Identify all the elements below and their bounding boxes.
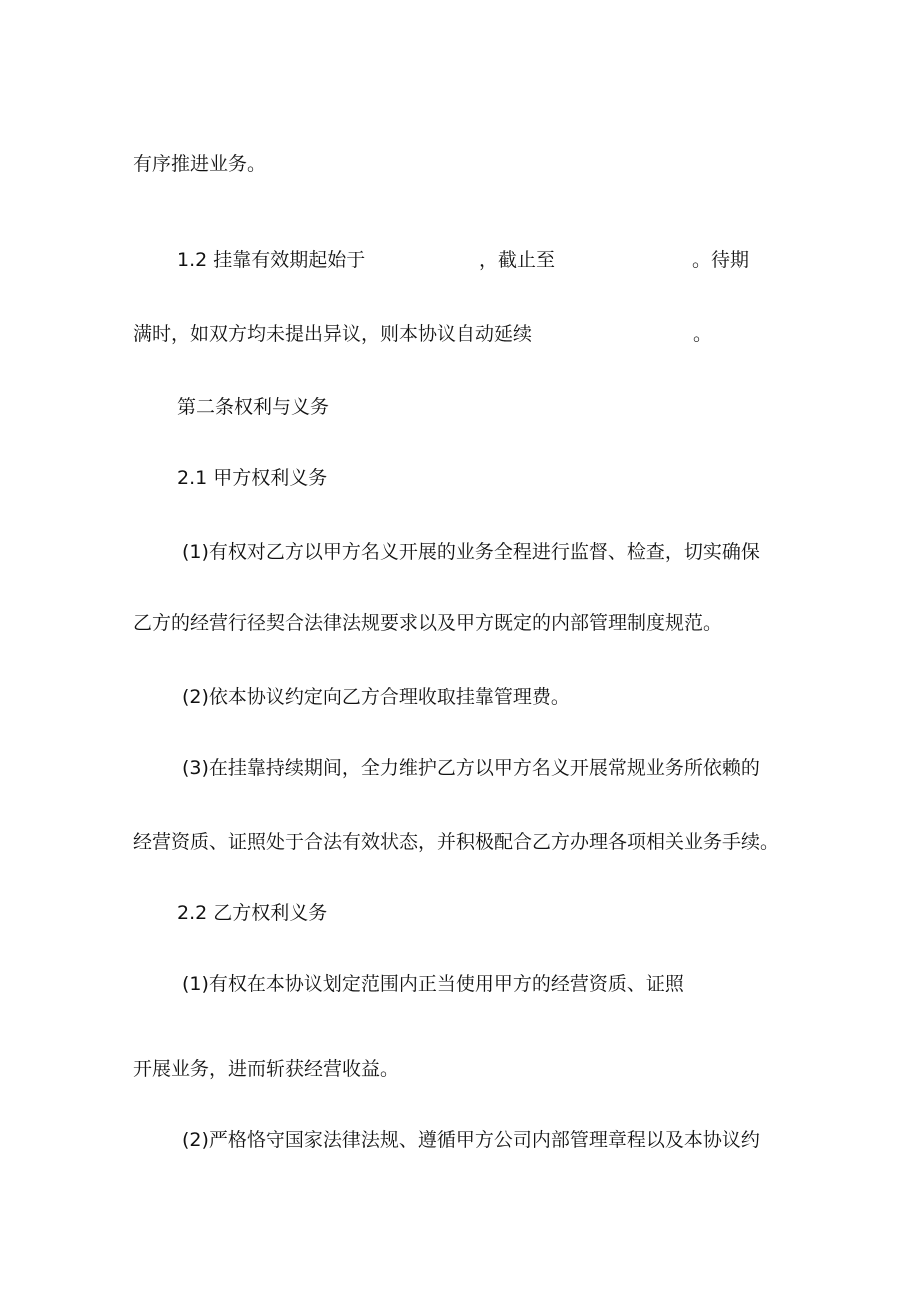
- paragraph-line: (2)依本协议约定向乙方合理收取挂靠管理费。: [182, 686, 570, 708]
- paragraph-line: (3)在挂靠持续期间，全力维护乙方以甲方名义开展常规业务所依赖的: [182, 757, 760, 779]
- validity-period-line: [177, 246, 777, 274]
- paragraph-line: 有序推进业务。: [133, 153, 267, 175]
- subsection-heading: 2.1 甲方权利义务: [177, 467, 328, 489]
- renewal-line: [133, 320, 753, 348]
- subsection-heading: 2.2 乙方权利义务: [177, 902, 328, 924]
- paragraph-line: 经营资质、证照处于合法有效状态，并积极配合乙方办理各项相关业务手续。: [133, 831, 780, 853]
- validity-end-text: ，截止至: [479, 249, 556, 271]
- paragraph-line: 乙方的经营行径契合法律法规要求以及甲方既定的内部管理制度规范。: [133, 612, 723, 634]
- paragraph-line: (1)有权对乙方以甲方名义开展的业务全程进行监督、检查，切实确保: [182, 541, 760, 563]
- validity-start-text: 1.2 挂靠有效期起始于: [177, 249, 366, 271]
- paragraph-line: (1)有权在本协议划定范围内正当使用甲方的经营资质、证照: [182, 973, 684, 995]
- paragraph-line: 开展业务，进而斩获经营收益。: [133, 1058, 400, 1080]
- paragraph-line: (2)严格恪守国家法律法规、遵循甲方公司内部管理章程以及本协议约: [182, 1129, 760, 1151]
- section-heading: 第二条权利与义务: [177, 396, 330, 418]
- renewal-period-end: 。: [693, 323, 713, 345]
- renewal-text: 满时，如双方均未提出异议，则本协议自动延续: [133, 323, 533, 345]
- validity-tail-text: 。待期: [692, 249, 750, 271]
